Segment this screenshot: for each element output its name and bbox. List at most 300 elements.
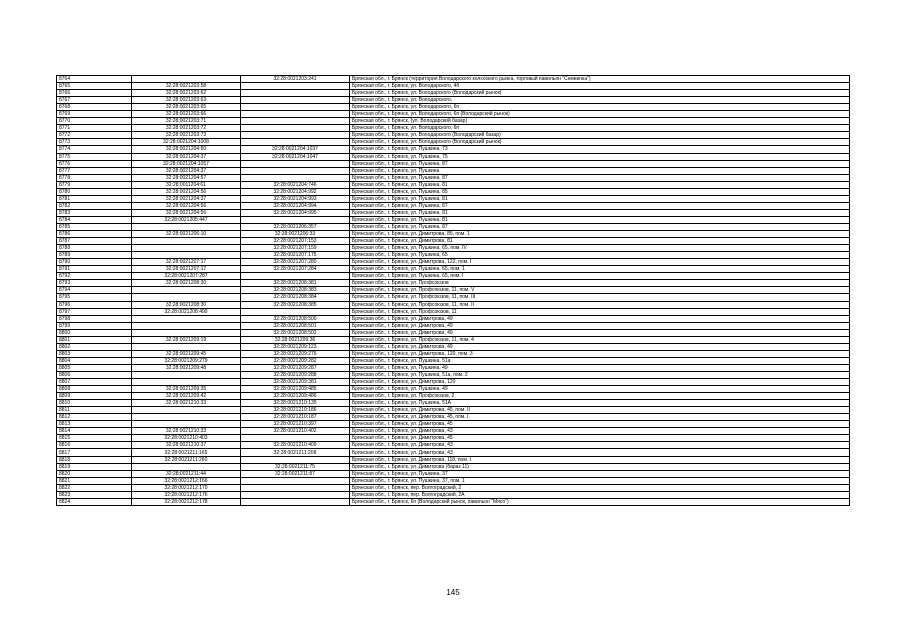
cadastral-number-cell: 32:28:0021203:62 (132, 90, 241, 97)
row-number-cell: 8796 (57, 301, 132, 308)
cadastral-number-cell: 32:28:0021207:287 (132, 273, 241, 280)
row-number-cell: 8775 (57, 153, 132, 160)
page-number: 145 (446, 588, 460, 597)
address-cell: Брянская обл., г. Брянск, пер. Волгоградский, 2 (350, 484, 850, 491)
table-row (57, 153, 850, 160)
row-number-cell: 8819 (57, 463, 132, 470)
cadastral-number-cell: 32:28:0021209:279 (132, 357, 241, 364)
row-number-cell: 8791 (57, 266, 132, 273)
table-row (57, 231, 850, 238)
address-cell: Брянская обл., г. Брянск, пер. Волгоградский, 2А (350, 491, 850, 498)
building-cadastral-number-cell: 32:28:0021207:175 (241, 252, 350, 259)
table-row (57, 414, 850, 421)
address-cell: Брянская обл., г. Брянск, ул. Димитрова (бараз 11) (350, 463, 850, 470)
row-number-cell: 8812 (57, 414, 132, 421)
cadastral-number-cell (132, 223, 241, 230)
table-row (57, 174, 850, 181)
row-number-cell: 8799 (57, 322, 132, 329)
building-cadastral-number-cell: 32:28:0021210:135 (241, 400, 350, 407)
row-number-cell: 8777 (57, 167, 132, 174)
cadastral-number-cell: 32:28:0021210:33 (132, 428, 241, 435)
table-row (57, 97, 850, 104)
table-row (57, 259, 850, 266)
cadastral-number-cell (132, 329, 241, 336)
table-row (57, 386, 850, 393)
address-cell: Брянская обл., г. Брянск, ул. Пушкина, 65, пом. I (350, 273, 850, 280)
table-row (57, 245, 850, 252)
building-cadastral-number-cell (241, 125, 350, 132)
cadastral-number-cell: 32:28:0021210:33 (132, 400, 241, 407)
address-cell: Брянская обл., г. Брянск, ул. Пушкина, 51а, пом. 2 (350, 371, 850, 378)
table-row (57, 132, 850, 139)
table-row (57, 322, 850, 329)
table-row (57, 90, 850, 97)
row-number-cell: 8788 (57, 245, 132, 252)
address-cell: Брянская обл., г. Брянск, ул. Пушкина (350, 167, 850, 174)
building-cadastral-number-cell: 32:28:0021204:992 (241, 188, 350, 195)
table-row (57, 83, 850, 90)
address-cell: Брянская обл., г. Брянск, ул. Димитрова, 120 (350, 379, 850, 386)
building-cadastral-number-cell: 32:28:0021207:153 (241, 238, 350, 245)
row-number-cell: 8815 (57, 435, 132, 442)
cadastral-number-cell: 32:28:0021204:37 (132, 195, 241, 202)
row-number-cell: 8789 (57, 252, 132, 259)
cadastral-number-cell: 32:28:0021208:30 (132, 280, 241, 287)
building-cadastral-number-cell: 32:28:0021207:284 (241, 266, 350, 273)
building-cadastral-number-cell (241, 83, 350, 90)
address-cell: Брянская обл., г. Брянск, ул. Володарского, (350, 97, 850, 104)
address-cell: Брянская обл., г. Брянск, ул. Пушкина, 37, пом. 1 (350, 477, 850, 484)
building-cadastral-number-cell (241, 167, 350, 174)
address-cell: Брянская обл., г. Брянск, ул. Димитрова, 49 (350, 329, 850, 336)
cadastral-number-cell: 32:28:0021209:45 (132, 350, 241, 357)
row-number-cell: 8794 (57, 287, 132, 294)
row-number-cell: 8787 (57, 238, 132, 245)
table-row (57, 146, 850, 153)
cadastral-number-cell: 32:28:0021203:73 (132, 132, 241, 139)
cadastral-number-cell: 32:28:0021212:170 (132, 484, 241, 491)
row-number-cell: 8814 (57, 428, 132, 435)
table-row (57, 456, 850, 463)
table-row (57, 442, 850, 449)
table-row (57, 329, 850, 336)
row-number-cell: 8765 (57, 83, 132, 90)
cadastral-number-cell: 32:28:0021212:166 (132, 477, 241, 484)
cadastral-number-cell: 32:28:0021207:17 (132, 259, 241, 266)
address-cell: Брянская обл., г. Брянск, ул. Димитрова, 45, пом. II (350, 407, 850, 414)
row-number-cell: 8770 (57, 118, 132, 125)
table-row (57, 393, 850, 400)
cadastral-number-cell: 32:28:0021205:447 (132, 216, 241, 223)
building-cadastral-number-cell: 32:28:0021208:383 (241, 287, 350, 294)
row-number-cell: 8818 (57, 456, 132, 463)
cadastral-number-cell: 32:28:0021212:178 (132, 498, 241, 505)
address-cell: Брянская обл., г. Брянск, ул. Пушкина, 87 (350, 202, 850, 209)
table-row (57, 104, 850, 111)
building-cadastral-number-cell: 32:28:0021209:288 (241, 371, 350, 378)
building-cadastral-number-cell (241, 491, 350, 498)
table-body (57, 76, 850, 506)
row-number-cell: 8808 (57, 386, 132, 393)
table-row (57, 484, 850, 491)
building-cadastral-number-cell: 32:28:0021211:208 (241, 449, 350, 456)
table-row (57, 238, 850, 245)
row-number-cell: 8810 (57, 400, 132, 407)
table-row (57, 477, 850, 484)
cadastral-number-cell (132, 322, 241, 329)
address-cell: Брянская обл., г. Брянск, ул. Пушкина, 87 (350, 223, 850, 230)
cadastral-number-cell: 32:28:0021209:42 (132, 393, 241, 400)
row-number-cell: 8803 (57, 350, 132, 357)
address-cell: Брянская обл., г. Брянск, ул. Профсоюзов, 11, пом. V (350, 287, 850, 294)
address-cell: Брянская обл., г. Брянск, (ул. Володарский базар) (350, 118, 850, 125)
row-number-cell: 8783 (57, 209, 132, 216)
building-cadastral-number-cell: 32:28:0021210:187 (241, 414, 350, 421)
address-cell: Брянская обл., г. Брянск, ул. Пушкина, 51А (350, 400, 850, 407)
building-cadastral-number-cell: 32:28:0021207:159 (241, 245, 350, 252)
row-number-cell: 8772 (57, 132, 132, 139)
building-cadastral-number-cell (241, 118, 350, 125)
building-cadastral-number-cell: 32:28:0021211:75 (241, 463, 350, 470)
table-row (57, 195, 850, 202)
building-cadastral-number-cell: 32:28:0021210:397 (241, 421, 350, 428)
table-row (57, 181, 850, 188)
table-row (57, 76, 850, 83)
address-cell: Брянская обл., г. Брянск, ул. Димитрова, 81 (350, 238, 850, 245)
building-cadastral-number-cell (241, 174, 350, 181)
row-number-cell: 8801 (57, 336, 132, 343)
table-row (57, 336, 850, 343)
table-row (57, 287, 850, 294)
row-number-cell: 8776 (57, 160, 132, 167)
row-number-cell: 8802 (57, 343, 132, 350)
row-number-cell: 8782 (57, 202, 132, 209)
table-row (57, 273, 850, 280)
address-cell: Брянская обл., г. Брянск, ул. Пушкина, 65, пом. 1 (350, 266, 850, 273)
address-cell: Брянская обл., г. Брянск, ул. Пушкина, 49 (350, 364, 850, 371)
row-number-cell: 8778 (57, 174, 132, 181)
address-cell: Брянская обл., г. Брянск, ул. Димитрова, 45 (350, 435, 850, 442)
table-row (57, 343, 850, 350)
row-number-cell: 8784 (57, 216, 132, 223)
table-row (57, 491, 850, 498)
building-cadastral-number-cell: 32:28:0021207:280 (241, 259, 350, 266)
address-cell: Брянская обл., г. Брянск, ул. Пушкина, 87 (350, 160, 850, 167)
cadastral-number-cell: 32:28:0021204:56 (132, 209, 241, 216)
table-row (57, 202, 850, 209)
table-row (57, 209, 850, 216)
row-number-cell: 8813 (57, 421, 132, 428)
table-row (57, 167, 850, 174)
building-cadastral-number-cell: 32:28:0021211:87 (241, 470, 350, 477)
cadastral-number-cell: 32:28:0021204:57 (132, 174, 241, 181)
table-row (57, 188, 850, 195)
row-number-cell: 8771 (57, 125, 132, 132)
address-cell: Брянская обл., г. Брянск, ул. Димитрова, 118, пом. I (350, 456, 850, 463)
row-number-cell: 8817 (57, 449, 132, 456)
building-cadastral-number-cell: 32:28:0021204:995 (241, 209, 350, 216)
cadastral-number-cell (132, 414, 241, 421)
building-cadastral-number-cell: 32:28:0021204:1037 (241, 146, 350, 153)
row-number-cell: 8821 (57, 477, 132, 484)
row-number-cell: 8804 (57, 357, 132, 364)
building-cadastral-number-cell: 32:28:0021210:402 (241, 428, 350, 435)
row-number-cell: 8798 (57, 315, 132, 322)
address-cell: Брянская обл., г. Брянск, ул. Профсоюзов, 11 (350, 308, 850, 315)
address-cell: Брянская обл., г. Брянск, ул. Пушкина, 49 (350, 386, 850, 393)
building-cadastral-number-cell (241, 160, 350, 167)
building-cadastral-number-cell: 32:28:0021208:384 (241, 294, 350, 301)
address-cell: Брянская обл., г. Брянск, ул. Володарского (Володарский рынок) (350, 90, 850, 97)
building-cadastral-number-cell (241, 104, 350, 111)
row-number-cell: 8795 (57, 294, 132, 301)
building-cadastral-number-cell (241, 97, 350, 104)
address-cell: Брянская обл., г. Брянск, ул. Володарского (Володарский рынок) (350, 139, 850, 146)
cadastral-number-cell: 32:28:0021204:50 (132, 146, 241, 153)
building-cadastral-number-cell (241, 477, 350, 484)
cadastral-number-cell: 32:28:0021206:10 (132, 231, 241, 238)
table-row (57, 118, 850, 125)
building-cadastral-number-cell (241, 308, 350, 315)
cadastral-number-cell: 32:28:0021210:37 (132, 442, 241, 449)
building-cadastral-number-cell (241, 456, 350, 463)
row-number-cell: 8824 (57, 498, 132, 505)
address-cell: Брянская обл., г. Брянск, ул. Пушкина, 65, пом. IV (350, 245, 850, 252)
building-cadastral-number-cell: 32:28:0021209:123 (241, 343, 350, 350)
row-number-cell: 8793 (57, 280, 132, 287)
building-cadastral-number-cell: 32:28:0021210:409 (241, 442, 350, 449)
table-row (57, 400, 850, 407)
cadastral-number-cell (132, 407, 241, 414)
address-cell: Брянская обл., г. Брянск, ул. Димитрова, 49 (350, 322, 850, 329)
building-cadastral-number-cell: 32:28:0021208:502 (241, 329, 350, 336)
address-cell: Брянская обл., г. Брянск, ул. Профсоюзов, 11, пом. 4 (350, 336, 850, 343)
row-number-cell: 8822 (57, 484, 132, 491)
address-cell: Брянская обл., г. Брянск, ул. Пушкина, 81 (350, 209, 850, 216)
address-cell: Брянская обл., г. Брянск, ул. Пушкина, 87 (350, 174, 850, 181)
table-row (57, 111, 850, 118)
row-number-cell: 8807 (57, 379, 132, 386)
table-row (57, 266, 850, 273)
cadastral-number-cell: 32:28:0021204:56 (132, 188, 241, 195)
cadastral-number-cell: 32:28:0021203:66 (132, 111, 241, 118)
table-row (57, 301, 850, 308)
building-cadastral-number-cell (241, 132, 350, 139)
building-cadastral-number-cell: 32:28:0021208:501 (241, 322, 350, 329)
table-row (57, 379, 850, 386)
table-row (57, 216, 850, 223)
building-cadastral-number-cell: 32:28:0021208:385 (241, 301, 350, 308)
building-cadastral-number-cell: 32:28:0021206:33 (241, 231, 350, 238)
address-cell: Брянская обл., г. Брянск, 6п (Володарский рынок, павильон "Мясо") (350, 498, 850, 505)
cadastral-number-cell: 32:28:0021203:72 (132, 125, 241, 132)
cadastral-number-cell: 32:28:0021209:48 (132, 364, 241, 371)
table-row (57, 308, 850, 315)
address-cell: Брянская обл., г. Брянск, ул. Пушкина, 73 (350, 146, 850, 153)
cadastral-number-cell: 32:28:0021203:58 (132, 83, 241, 90)
cadastral-number-cell: 32:28:0021212:176 (132, 491, 241, 498)
cadastral-number-cell: 32:28:0021204:1057 (132, 160, 241, 167)
table-row (57, 407, 850, 414)
building-cadastral-number-cell (241, 484, 350, 491)
building-cadastral-number-cell: 32:28:0021209:282 (241, 357, 350, 364)
cadastral-number-cell: 32:28:0021208:499 (132, 308, 241, 315)
table-row (57, 435, 850, 442)
row-number-cell: 8774 (57, 146, 132, 153)
row-number-cell: 8773 (57, 139, 132, 146)
address-cell: Брянская обл., г. Брянск, ул. Димитрова, 122, пом. I (350, 259, 850, 266)
row-number-cell: 8805 (57, 364, 132, 371)
building-cadastral-number-cell (241, 435, 350, 442)
table-row (57, 364, 850, 371)
cadastral-number-cell: 32:28:0021203:63 (132, 97, 241, 104)
cadastral-number-cell (132, 315, 241, 322)
address-cell: Брянская обл., г. Брянск, ул. Володарского, 6п (350, 125, 850, 132)
address-cell: Брянская обл., г. Брянск, ул. Димитрова, 45, пом. I (350, 414, 850, 421)
building-cadastral-number-cell: 32:28:0021209:485 (241, 386, 350, 393)
cadastral-number-cell: 32:28:0021209:19 (132, 336, 241, 343)
address-cell: Брянская обл., г. Брянск, ул. Профсоюзов, 11, пом. II (350, 301, 850, 308)
table-row (57, 421, 850, 428)
cadastral-number-cell (132, 421, 241, 428)
building-cadastral-number-cell: 32:28:0021208:500 (241, 315, 350, 322)
building-cadastral-number-cell: 32:28:0021209:36 (241, 336, 350, 343)
building-cadastral-number-cell (241, 273, 350, 280)
cadastral-number-cell: 32:28:0021210:403 (132, 435, 241, 442)
address-cell: Брянская обл., г. Брянск, ул. Димитрова, 45 (350, 421, 850, 428)
table-row (57, 470, 850, 477)
cadastral-number-cell: 32:28:0021204:1008 (132, 139, 241, 146)
address-cell: Брянская обл., г. Брянск, ул. Пушкина, 37 (350, 470, 850, 477)
address-cell: Брянская обл., г. Брянск, ул. Профсоюзов, 2 (350, 393, 850, 400)
building-cadastral-number-cell: 32:28:0021204:1047 (241, 153, 350, 160)
address-cell: Брянская обл., г. Брянск, ул. Профсоюзов, 11, пом. III (350, 294, 850, 301)
row-number-cell: 8790 (57, 259, 132, 266)
cadastral-number-cell: 32:28:0021209:35 (132, 386, 241, 393)
register-table-container (56, 75, 850, 506)
table-row (57, 350, 850, 357)
table-row (57, 160, 850, 167)
building-cadastral-number-cell: 32:28:0021204:746 (241, 181, 350, 188)
row-number-cell: 8800 (57, 329, 132, 336)
table-row (57, 139, 850, 146)
building-cadastral-number-cell: 32:28:0021209:486 (241, 393, 350, 400)
row-number-cell: 8768 (57, 104, 132, 111)
address-cell: Брянская обл., г. Брянск, ул. Пушкина, 85 (350, 188, 850, 195)
cadastral-number-cell (132, 76, 241, 83)
row-number-cell: 8786 (57, 231, 132, 238)
address-cell: Брянская обл., г. Брянск, ул. Володарского, 4б (350, 83, 850, 90)
address-cell: Брянская обл., г. Брянск, ул. Пушкина, 75 (350, 153, 850, 160)
table-row (57, 498, 850, 505)
row-number-cell: 8809 (57, 393, 132, 400)
table-row (57, 357, 850, 364)
row-number-cell: 8764 (57, 76, 132, 83)
table-row (57, 125, 850, 132)
building-cadastral-number-cell: 32:28:0021204:994 (241, 202, 350, 209)
cadastral-number-cell: 32:28:0021207:17 (132, 266, 241, 273)
cadastral-number-cell (132, 371, 241, 378)
table-row (57, 280, 850, 287)
address-cell: Брянская обл., г. Брянск, ул. Димитрова, 120, пом. 3 (350, 350, 850, 357)
row-number-cell: 8792 (57, 273, 132, 280)
building-cadastral-number-cell (241, 139, 350, 146)
cadastral-number-cell (132, 287, 241, 294)
address-cell: Брянская обл., г. Брянск, ул. Пушкина, 81 (350, 181, 850, 188)
building-cadastral-number-cell (241, 498, 350, 505)
table-row (57, 252, 850, 259)
row-number-cell: 8785 (57, 223, 132, 230)
address-cell: Брянская обл., г. Брянск, ул. Пушкина, 51а (350, 357, 850, 364)
row-number-cell: 8823 (57, 491, 132, 498)
row-number-cell: 8769 (57, 111, 132, 118)
address-cell: Брянская обл., г. Брянск (территория Володарского колхозного рынка, торговый павильон "Снежинка") (350, 76, 850, 83)
row-number-cell: 8797 (57, 308, 132, 315)
cadastral-number-cell (132, 463, 241, 470)
row-number-cell: 8820 (57, 470, 132, 477)
cadastral-number-cell: 32:28:0021211:260 (132, 456, 241, 463)
address-cell: Брянская обл., г. Брянск, ул. Димитрова, 43 (350, 442, 850, 449)
cadastral-number-cell: 32:28:0021208:30 (132, 301, 241, 308)
building-cadastral-number-cell: 32:28:0021210:186 (241, 407, 350, 414)
building-cadastral-number-cell: 32:28:0021209:381 (241, 379, 350, 386)
cadastral-number-cell: 32:28:0021204:37 (132, 167, 241, 174)
address-cell: Брянская обл., г. Брянск, ул. Димитрова, 43 (350, 428, 850, 435)
table-row (57, 371, 850, 378)
table-row (57, 449, 850, 456)
cadastral-number-cell (132, 379, 241, 386)
table-row (57, 428, 850, 435)
cadastral-number-cell: 32:28:0021204:56 (132, 202, 241, 209)
cadastral-number-cell (132, 252, 241, 259)
cadastral-number-cell: 32:28:0011204:61 (132, 181, 241, 188)
table-row (57, 463, 850, 470)
cadastral-number-cell: 32:28:0021204:37 (132, 153, 241, 160)
address-cell: Брянская обл., г. Брянск, ул. Димитрова, 43 (350, 449, 850, 456)
building-cadastral-number-cell (241, 90, 350, 97)
address-cell: Брянская обл., г. Брянск, ул. Димитрова, 49 (350, 343, 850, 350)
row-number-cell: 8766 (57, 90, 132, 97)
building-cadastral-number-cell: 32:28:0021203:241 (241, 76, 350, 83)
row-number-cell: 8780 (57, 188, 132, 195)
row-number-cell: 8811 (57, 407, 132, 414)
cadastral-register-table (56, 75, 850, 506)
building-cadastral-number-cell: 32:28:0021209:276 (241, 350, 350, 357)
address-cell: Брянская обл., г. Брянск, ул. Пушкина, 81 (350, 216, 850, 223)
cadastral-number-cell (132, 343, 241, 350)
building-cadastral-number-cell: 32:28:0021206:357 (241, 223, 350, 230)
cadastral-number-cell: 32:28:0021211:44 (132, 470, 241, 477)
cadastral-number-cell (132, 238, 241, 245)
address-cell: Брянская обл., г. Брянск, ул. Профсоюзов (350, 280, 850, 287)
cadastral-number-cell: 32:28:0021203:71 (132, 118, 241, 125)
building-cadastral-number-cell: 32:28:0021208:381 (241, 280, 350, 287)
address-cell: Брянская обл., г. Брянск, ул. Володарского, 6п (Володарский рынок) (350, 111, 850, 118)
table-row (57, 315, 850, 322)
building-cadastral-number-cell (241, 111, 350, 118)
building-cadastral-number-cell: 32:28:0021204:993 (241, 195, 350, 202)
address-cell: Брянская обл., г. Брянск, ул. Пушкина, 65 (350, 252, 850, 259)
table-row (57, 294, 850, 301)
table-row (57, 223, 850, 230)
cadastral-number-cell (132, 245, 241, 252)
row-number-cell: 8779 (57, 181, 132, 188)
row-number-cell: 8816 (57, 442, 132, 449)
building-cadastral-number-cell: 32:28:0021209:287 (241, 364, 350, 371)
cadastral-number-cell: 32:28:0021203:65 (132, 104, 241, 111)
building-cadastral-number-cell (241, 216, 350, 223)
address-cell: Брянская обл., г. Брянск, ул. Володарского, 6п (350, 104, 850, 111)
